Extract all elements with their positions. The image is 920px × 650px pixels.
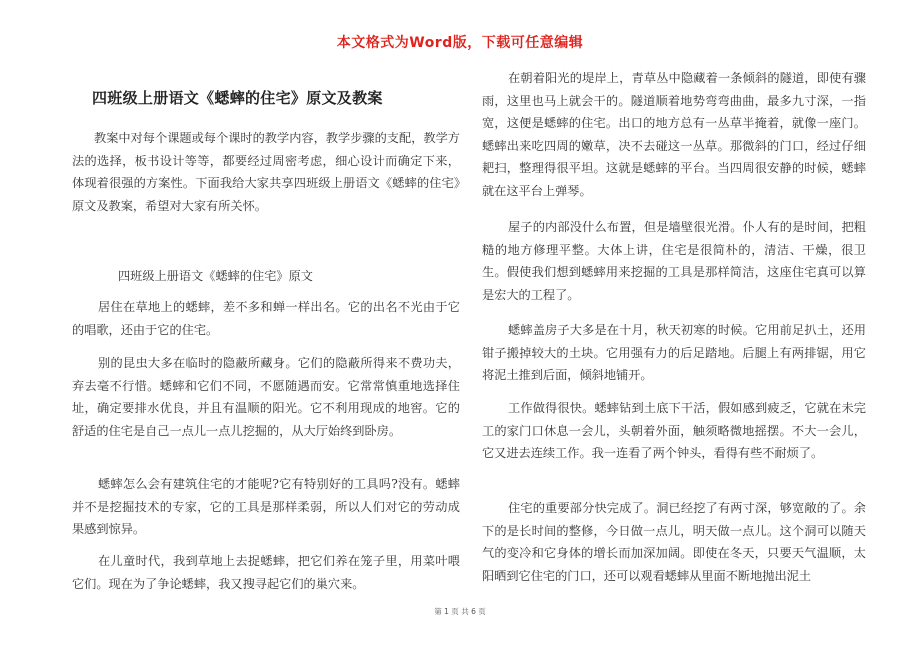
body-paragraph-2: 别的昆虫大多在临时的隐蔽所藏身。它们的隐蔽所得来不费功夫，弃去毫不行惜。蟋蟀和它们不同，不愿随遇而安。它常常慎重地选择住址，确定要排水优良，并且有温顺的阳光。它不利用现成的地窖。它的舒适的住宅是自己一点儿一点儿挖掘的，从大厅始终到卧房。 [72,356,460,438]
intro-paragraph: 教案中对每个课题或每个课时的教学内容，教学步骤的支配，教学方法的选择，板书设计等等，都要经过周密考虑，细心设计而确定下来，体现着很强的方案性。下面我给大家共享四班级上册语文《蟋蟀的住宅》原文及教案，希望对大家有所关怀。 [72,131,460,213]
body-paragraph-1: 居住在草地上的蟋蟀，差不多和蝉一样出名。它的出名不光由于它的唱歌，还由于它的住宅。 [72,300,460,337]
section-heading-original-text: 四班级上册语文《蟋蟀的住宅》原文 [118,269,313,283]
right-paragraph-5: 住宅的重要部分快完成了。洞已经挖了有两寸深，够宽敞的了。余下的是长时间的整修，今日做一点儿，明天做一点儿。这个洞可以随天气的变冷和它身体的增长而加深加阔。即使在冬天，只要天气温顺，太阳晒到它住宅的门口，还可以观看蟋蟀从里面不断地抛出泥土 [482,501,866,583]
right-paragraph-2: 屋子的内部没什么布置，但是墙壁很光滑。仆人有的是时间，把粗糙的地方修理平整。大体上讲，住宅是很简朴的，清洁、干燥，很卫生。假使我们想到蟋蟀用来挖掘的工具是那样简洁，这座住宅真可以算是宏大的工程了。 [482,220,866,302]
body-paragraph-4: 在儿童时代，我到草地上去捉蟋蟀，把它们养在笼子里，用菜叶喂它们。现在为了争论蟋蟀，我又搜寻起它们的巢穴来。 [72,554,460,591]
right-paragraph-1: 在朝着阳光的堤岸上，青草丛中隐藏着一条倾斜的隧道，即使有骤雨，这里也马上就会干的。隧道顺着地势弯弯曲曲，最多九寸深，一指宽，这便是蟋蟀的住宅。出口的地方总有一丛草半掩着，就像一座门。蟋蟀出来吃四周的嫩草，决不去碰这一丛草。那微斜的门口，经过仔细耙扫，整理得很平坦。这就是蟋蟀的平台。当四周很安静的时候，蟋蟀就在这平台上弹琴。 [482,71,866,198]
word-format-banner: 本文格式为Word版，下载可任意编辑 [336,35,584,51]
body-paragraph-3: 蟋蟀怎么会有建筑住宅的才能呢?它有特别好的工具吗?没有。蟋蟀并不是挖掘技术的专家，它的工具是那样柔弱，所以人们对它的劳动成果感到惊异。 [72,477,460,536]
document-title: 四班级上册语文《蟋蟀的住宅》原文及教案 [92,89,383,107]
right-paragraph-4: 工作做得很快。蟋蟀钻到土底下干活，假如感到疲乏，它就在未完工的家门口休息一会儿，头朝着外面，触须略微地摇摆。不大一会儿，它又进去连续工作。我一连看了两个钟头，看得有些不耐烦了。 [482,401,866,460]
right-paragraph-3: 蟋蟀盖房子大多是在十月，秋天初寒的时候。它用前足扒土，还用钳子搬掉较大的土块。它用强有力的后足踏地。后腿上有两排锯，用它将泥土推到后面，倾斜地铺开。 [482,323,866,382]
page-number-footer: 第 1 页 共 6 页 [434,607,486,616]
